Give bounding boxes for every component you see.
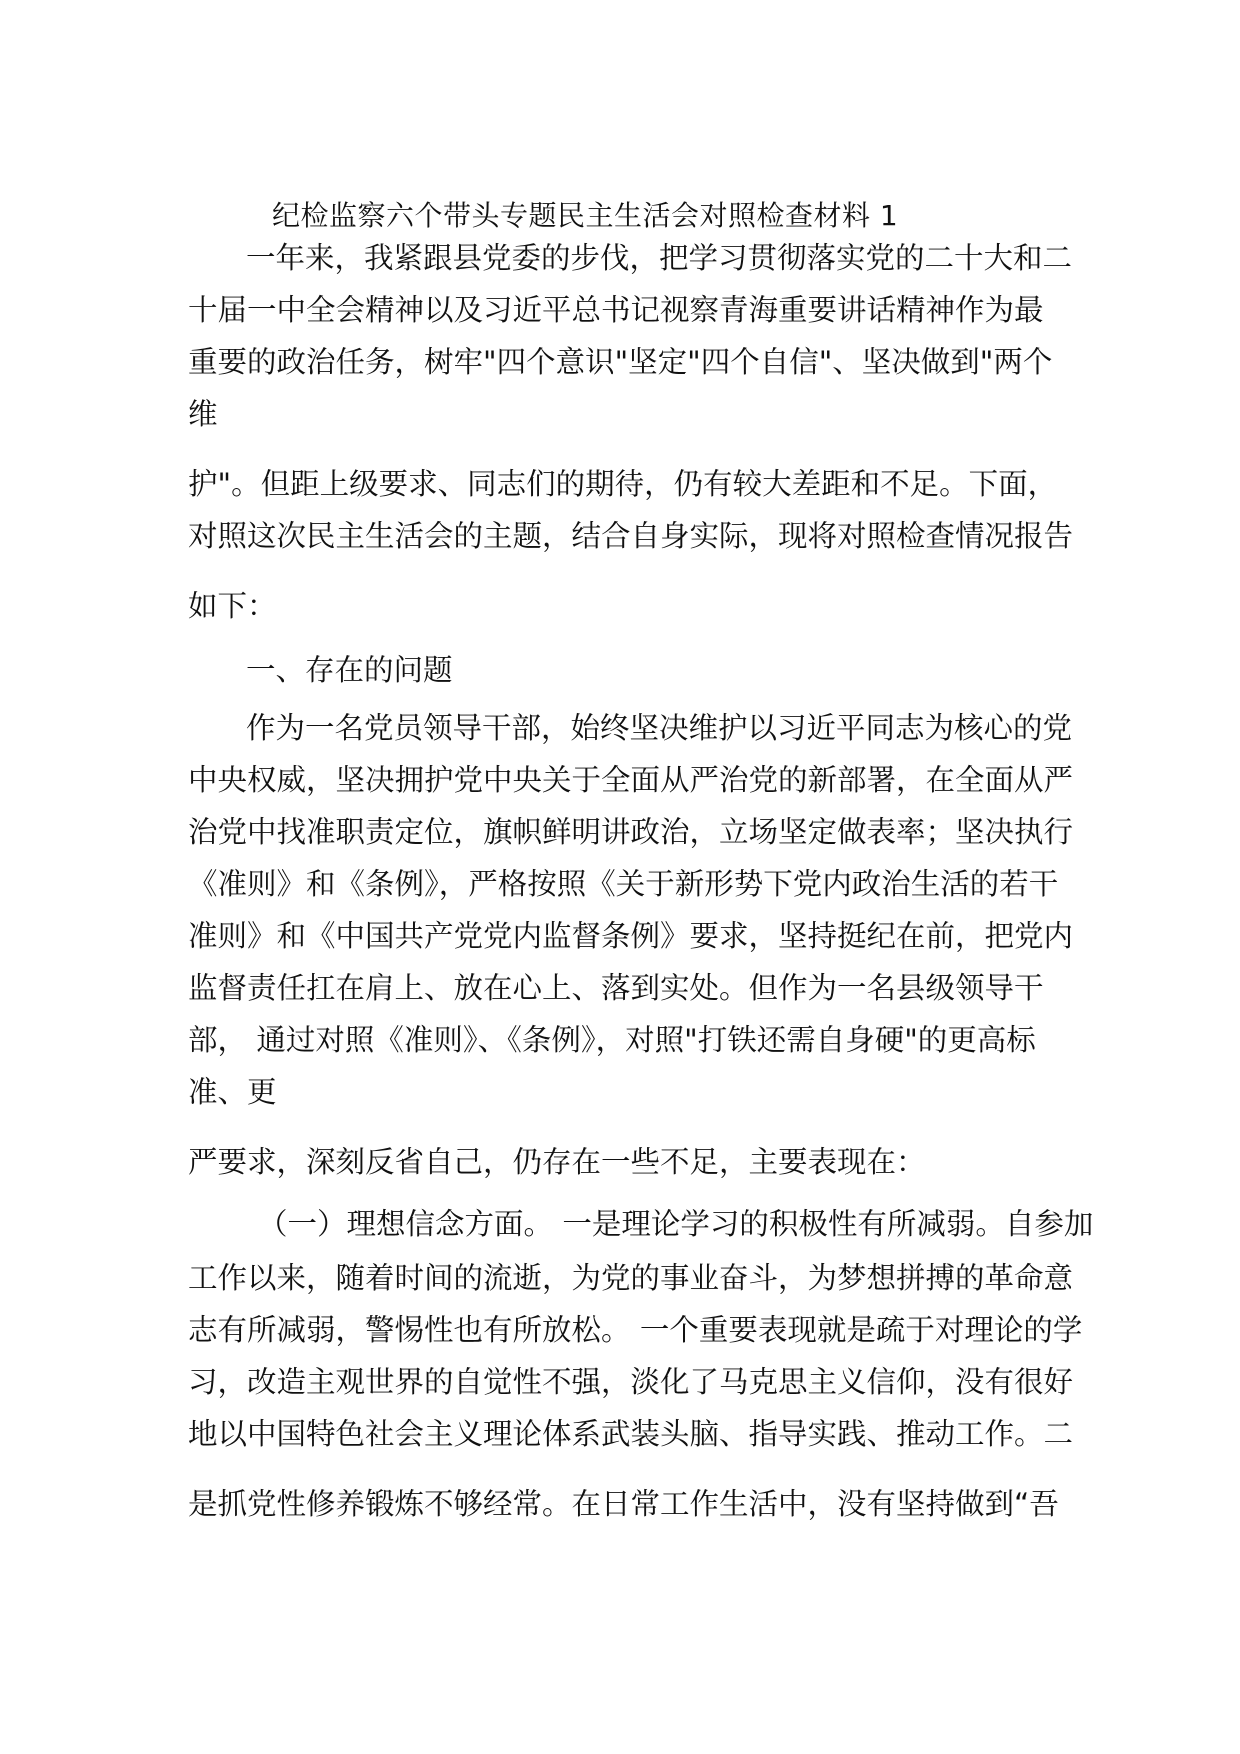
- subsection-line: （一）理想信念方面。 一是理论学习的积极性有所减弱。自参加: [258, 1207, 1094, 1241]
- paragraph-line: 监督责任扛在肩上、放在心上、落到实处。但作为一名县级领导干: [188, 971, 1044, 1005]
- paragraph-line: 重要的政治任务，树牢"四个意识"坚定"四个自信"、坚决做到"两个: [188, 345, 1053, 379]
- paragraph-line: 习，改造主观世界的自觉性不强，淡化了马克思主义信仰，没有很好: [188, 1365, 1074, 1399]
- paragraph-line: 对照这次民主生活会的主题，结合自身实际，现将对照检查情况报告: [188, 519, 1074, 553]
- paragraph-line: 维: [188, 397, 218, 431]
- section-heading: 一、存在的问题: [246, 653, 453, 687]
- paragraph-line: 地以中国特色社会主义理论体系武装头脑、指导实践、推动工作。二: [188, 1417, 1074, 1451]
- paragraph-line: 十届一中全会精神以及习近平总书记视察青海重要讲话精神作为最: [188, 293, 1044, 327]
- paragraph-line: 中央权威，坚决拥护党中央关于全面从严治党的新部署，在全面从严: [188, 763, 1074, 797]
- paragraph-line: 《准则》和《条例》，严格按照《关于新形势下党内政治生活的若干: [188, 867, 1059, 901]
- document-title: 纪检监察六个带头专题民主生活会对照检查材料 1: [272, 199, 899, 232]
- paragraph-line: 部， 通过对照《准则》、《条例》，对照"打铁还需自身硬"的更高标: [188, 1023, 1036, 1057]
- paragraph-line: 如下：: [188, 589, 277, 623]
- paragraph-line: 严要求，深刻反省自己，仍存在一些不足，主要表现在：: [188, 1145, 926, 1179]
- paragraph-line: 准、更: [188, 1075, 277, 1109]
- paragraph-line: 是抓党性修养锻炼不够经常。在日常工作生活中，没有坚持做到“吾: [188, 1487, 1059, 1521]
- paragraph-line: 准则》和《中国共产党党内监督条例》要求，坚持挺纪在前，把党内: [188, 919, 1074, 953]
- paragraph-line: 护"。但距上级要求、同志们的期待，仍有较大差距和不足。下面，: [188, 467, 1058, 501]
- paragraph-line: 一年来，我紧跟县党委的步伐，把学习贯彻落实党的二十大和二: [246, 241, 1073, 275]
- paragraph-line: 作为一名党员领导干部，始终坚决维护以习近平同志为核心的党: [246, 711, 1073, 745]
- paragraph-line: 治党中找准职责定位，旗帜鲜明讲政治，立场坚定做表率；坚决执行: [188, 815, 1074, 849]
- paragraph-line: 志有所减弱，警惕性也有所放松。 一个重要表现就是疏于对理论的学: [188, 1313, 1083, 1347]
- paragraph-line: 工作以来，随着时间的流逝，为党的事业奋斗，为梦想拼搏的革命意: [188, 1261, 1074, 1295]
